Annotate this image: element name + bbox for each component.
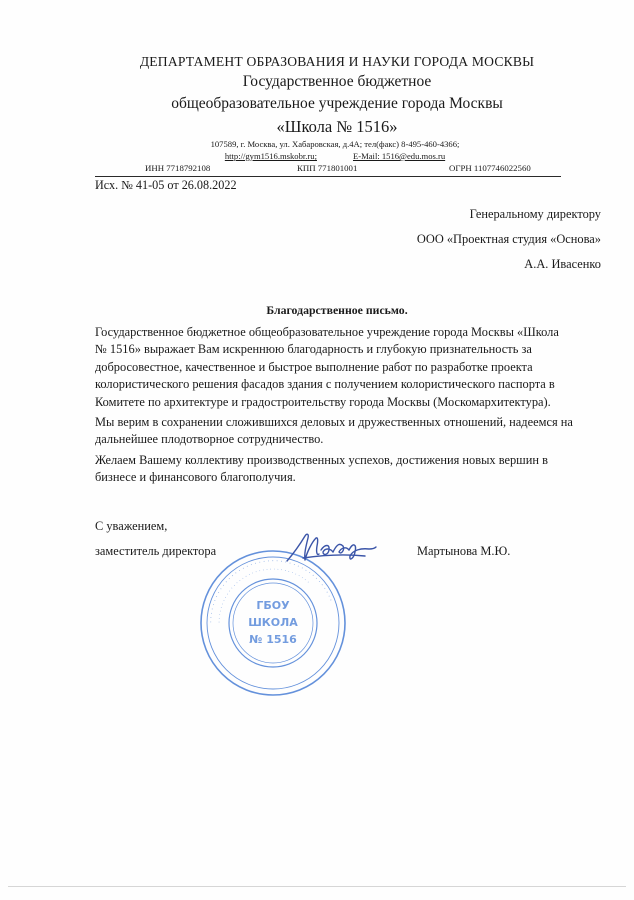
handwritten-signature [283,528,378,568]
official-stamp [198,548,348,698]
inn-value: ИНН 7718792108 [145,163,211,173]
stamp-line: ГБОУ [256,599,290,612]
body-line: бизнесе и финансового благополучия. [95,470,296,485]
letterhead-divider [95,176,561,177]
body-paragraph-2 [95,414,605,449]
svg-text:· · · · · · · · · · · · · · ·: · · · · · · · · · · · · · · · · · · · · · · · · · · · · · · · · · · · · · · · · [206,556,335,624]
ogrn-value: ОГРН 1107746022560 [449,163,531,173]
stamp-line: ШКОЛА [248,616,298,629]
stamp-line: № 1516 [249,633,297,646]
addressee-name: А.А. Ивасенко [524,257,601,271]
body-line: Государственное бюджетное общеобразовательное учреждение города Москвы «Школа [95,325,559,339]
addressee-position: Генеральному директору [469,207,601,221]
org-name-line-2: общеобразовательное учреждение города Москвы [171,95,503,112]
body-line: колористического решения фасадов здания с получением колористического паспорта в [95,377,555,392]
addressee-company: ООО «Проектная студия «Основа» [416,232,601,246]
svg-text:· · · · · · · · · · · · · · ·: · · · · · · · · · · · · · · · · · · · · · · · · · · · · · · · · · · [216,566,311,624]
body-line: Желаем Вашему коллективу производственных успехов, достижения новых вершин в [95,453,548,467]
body-line: добросовестное, качественное и быстрое выполнение работ по разработке проекта [95,359,533,374]
org-name-line-1: Государственное бюджетное [242,73,432,90]
body-paragraph-1 [95,324,605,411]
body-paragraph-3 [95,452,605,487]
outgoing-reference: Исх. № 41-05 от 26.08.2022 [95,178,237,192]
org-name-line-3: «Школа № 1516» [276,117,398,136]
org-address: 107589, г. Москва, ул. Хабаровская, д.4А; тел(факс) 8-495-460-4366; [210,139,460,149]
body-line: Комитете по архитектуре и градостроительству города Москвы (Москомархитектура). [95,394,551,409]
org-contacts [0,151,634,161]
letter-title: Благодарственное письмо. [266,303,408,317]
body-line: Мы верим в сохранении сложившихся деловых и дружественных отношений, надеемся на [95,415,573,429]
department-heading: ДЕПАРТАМЕНТ ОБРАЗОВАНИЯ И НАУКИ ГОРОДА МОСКВЫ [139,54,535,69]
body-line: дальнейшее плодотворное сотрудничество. [95,432,324,447]
website-link[interactable]: http://gym1516.mskobr.ru; [224,151,317,161]
body-line: № 1516» выражает Вам искреннюю благодарность и глубокую признательность за [95,342,532,357]
email-link[interactable]: E-Mail: 1516@edu.mos.ru [352,151,446,161]
closing-phrase: С уважением, [95,519,168,533]
page-bottom-edge [8,886,626,887]
kpp-value: КПП 771801001 [297,163,358,173]
signatory-name: Мартынова М.Ю. [417,544,511,558]
signatory-role: заместитель директора [95,544,217,558]
